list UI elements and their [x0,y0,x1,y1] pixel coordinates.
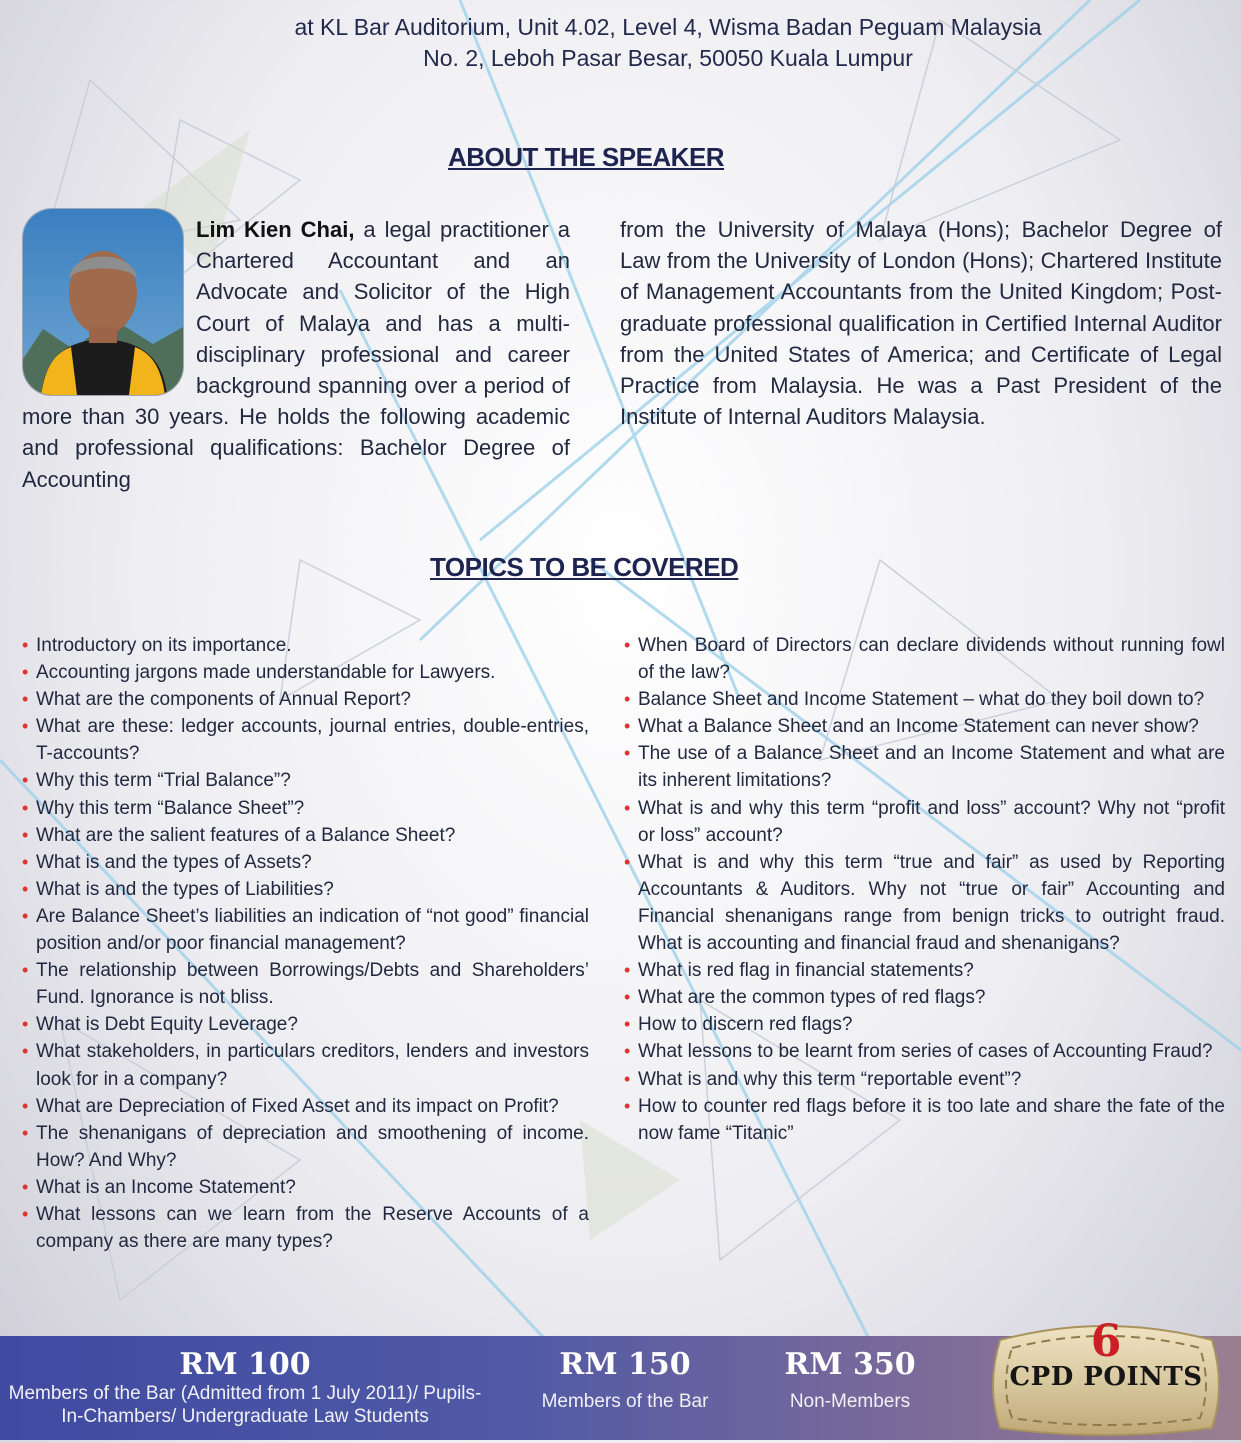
list-item: • Why this term “Trial Balance”? [22,767,589,794]
fee-option-pupils [0,1348,490,1428]
list-item: • What are these: ledger accounts, journal entries, double-entries, T-accounts? [22,713,589,767]
list-item: • What are the common types of red flags? [624,984,1225,1011]
list-item: • How to counter red flags before it is too late and share the fate of the now fame “Titanic” [624,1093,1225,1147]
list-item: • What are Depreciation of Fixed Asset and its impact on Profit? [22,1093,589,1120]
topics-list-left [22,632,589,1255]
list-item: • What is and the types of Assets? [22,849,589,876]
fee-description: Members of the Bar [541,1391,709,1412]
fee-description: Members of the Bar (Admitted from 1 July 2011)/ Pupils-In-Chambers/ Undergraduate Law Students [8,1383,482,1427]
venue-line-2: No. 2, Leboh Pasar Besar, 50050 Kuala Lumpur [423,45,913,71]
list-item: • Introductory on its importance. [22,632,589,659]
about-speaker-heading: ABOUT THE SPEAKER [448,142,725,172]
fee-amount: RM 350 [784,1347,916,1382]
list-item: • What lessons to be learnt from series of cases of Accounting Fraud? [624,1038,1225,1065]
list-item: • The relationship between Borrowings/Debts and Shareholders’ Fund. Ignorance is not bliss. [22,957,589,1011]
list-item: • What is red flag in financial statements? [624,957,1225,984]
list-item: • What is and why this term “profit and loss” account? Why not “profit or loss” account? [624,795,1225,849]
list-item: • Balance Sheet and Income Statement – what do they boil down to? [624,686,1225,713]
speaker-bio-text-left: a legal practitioner a Chartered Accountant and an Advocate and Solicitor of the High Court of Malaya and has a multi-disciplinary professional and career background spanning over a period of more than 30 years. He holds the following academic and professional qualifications: Bachelor Degree of Accounting [22,217,570,492]
list-item: • What are the components of Annual Report? [22,686,589,713]
speaker-bio-left [22,214,570,495]
speaker-name: Lim Kien Chai, [196,217,355,242]
list-item: • What lessons can we learn from the Reserve Accounts of a company as there are many types? [22,1201,589,1255]
list-item: • What is and the types of Liabilities? [22,876,589,903]
photo-wrap-space [22,214,196,392]
cpd-points-number: 6 [1090,1316,1122,1367]
list-item: • What are the salient features of a Balance Sheet? [22,822,589,849]
list-item: • Why this term “Balance Sheet”? [22,795,589,822]
list-item: • What stakeholders, in particulars creditors, lenders and investors look for in a company? [22,1038,589,1092]
fee-amount: RM 100 [179,1347,311,1382]
topics-heading: TOPICS TO BE COVERED [430,552,739,582]
fee-option-members [520,1348,730,1413]
topics-list-right [624,632,1225,1147]
list-item: • When Board of Directors can declare dividends without running fowl of the law? [624,632,1225,686]
cpd-points-label: CPD POINTS [1009,1362,1203,1392]
list-item: • Are Balance Sheet’s liabilities an indication of “not good” financial position and/or poor financial management? [22,903,589,957]
list-item: • What a Balance Sheet and an Income Statement can never show? [624,713,1225,740]
speaker-bio-right: from the University of Malaya (Hons); Bachelor Degree of Law from the University of London (Hons); Chartered Institute of Management Accountants from the United Kingdom; Post-graduate professional qualification in Certified Internal Auditor from the United States of America; and Certificate of Legal Practice from Malaysia. He was a Past President of the Institute of Internal Auditors Malaysia. [620,217,1222,430]
list-item: • What is Debt Equity Leverage? [22,1011,589,1038]
list-item: • The shenanigans of depreciation and smoothening of income. How? And Why? [22,1120,589,1174]
fee-amount: RM 150 [559,1347,691,1382]
venue-address [0,12,1241,74]
list-item: • How to discern red flags? [624,1011,1225,1038]
fee-description: Non-Members [789,1391,911,1412]
cpd-points-badge [990,1310,1222,1438]
fee-option-non-members [750,1348,950,1413]
list-item: • Accounting jargons made understandable for Lawyers. [22,659,589,686]
list-item: • What is and why this term “reportable event”? [624,1066,1225,1093]
list-item: • The use of a Balance Sheet and an Income Statement and what are its inherent limitations? [624,740,1225,794]
list-item: • What is and why this term “true and fair” as used by Reporting Accountants & Auditors. Why not “true or fair” Accounting and Financial shenanigans range from benign tricks to outright fraud. What is accounting and financial fraud and shenanigans? [624,849,1225,957]
list-item: • What is an Income Statement? [22,1174,589,1201]
venue-line-1: at KL Bar Auditorium, Unit 4.02, Level 4, Wisma Badan Peguam Malaysia [294,14,1042,40]
